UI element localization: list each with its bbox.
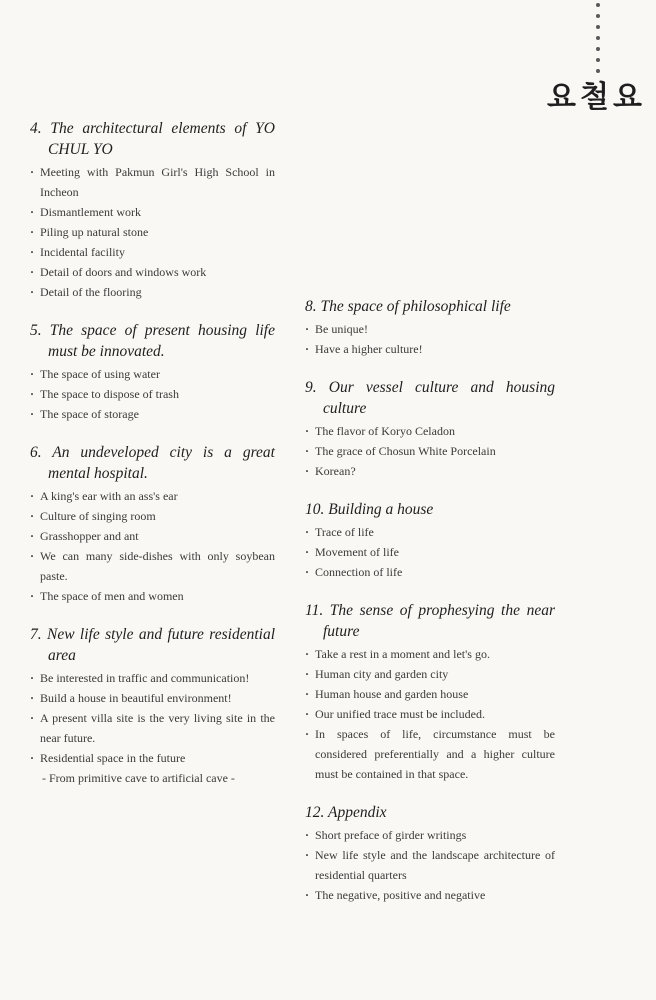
section-5 bbox=[30, 320, 275, 424]
section-heading: 6. An undeveloped city is a great mental hospital. bbox=[30, 444, 275, 482]
item-list bbox=[305, 825, 555, 905]
section-11 bbox=[305, 600, 555, 784]
item-list bbox=[305, 319, 555, 359]
section-heading: 12. Appendix bbox=[305, 804, 387, 821]
list-item: · Build a house in beautiful environment! bbox=[30, 688, 275, 708]
section-heading: 4. The architectural elements of YO CHUL YO bbox=[30, 120, 275, 158]
item-list bbox=[305, 421, 555, 481]
section-6 bbox=[30, 442, 275, 606]
list-item: · Take a rest in a moment and let's go. bbox=[305, 644, 555, 664]
item-list bbox=[30, 668, 275, 788]
item-list bbox=[305, 644, 555, 784]
right-column bbox=[305, 296, 555, 923]
list-item: · Human house and garden house bbox=[305, 684, 555, 704]
list-item: · Human city and garden city bbox=[305, 664, 555, 684]
section-heading: 10. Building a house bbox=[305, 501, 434, 518]
section-8 bbox=[305, 296, 555, 359]
list-item: · The space of using water bbox=[30, 364, 275, 384]
list-item: · The space of storage bbox=[30, 404, 275, 424]
list-item: · The negative, positive and negative bbox=[305, 885, 555, 905]
list-item: · A king's ear with an ass's ear bbox=[30, 486, 275, 506]
list-item: · Connection of life bbox=[305, 562, 555, 582]
list-item: · Culture of singing room bbox=[30, 506, 275, 526]
list-item: · Piling up natural stone bbox=[30, 222, 275, 242]
decorative-dotted-line bbox=[594, 0, 602, 77]
section-10 bbox=[305, 499, 555, 582]
list-item: · Short preface of girder writings bbox=[305, 825, 555, 845]
list-item: · Residential space in the future bbox=[30, 748, 275, 768]
item-list bbox=[30, 364, 275, 424]
list-item: · The flavor of Koryo Celadon bbox=[305, 421, 555, 441]
list-item: · The space to dispose of trash bbox=[30, 384, 275, 404]
list-item: · Grasshopper and ant bbox=[30, 526, 275, 546]
list-item: · Dismantlement work bbox=[30, 202, 275, 222]
list-item: · The grace of Chosun White Porcelain bbox=[305, 441, 555, 461]
page-header-title: 요철요 bbox=[547, 80, 646, 115]
item-list bbox=[30, 486, 275, 606]
list-item: · Our unified trace must be included. bbox=[305, 704, 555, 724]
list-item: · Meeting with Pakmun Girl's High School in Incheon bbox=[30, 162, 275, 202]
item-list bbox=[30, 162, 275, 302]
list-item: · In spaces of life, circumstance must be considered preferentially and a higher culture must be contained in that space. bbox=[305, 724, 555, 784]
list-item: · Be unique! bbox=[305, 319, 555, 339]
list-item: · Have a higher culture! bbox=[305, 339, 555, 359]
list-item: · Detail of doors and windows work bbox=[30, 262, 275, 282]
section-heading: 5. The space of present housing life must be innovated. bbox=[30, 322, 275, 360]
list-item: · Movement of life bbox=[305, 542, 555, 562]
list-item: · Incidental facility bbox=[30, 242, 275, 262]
list-subnote: - From primitive cave to artificial cave - bbox=[42, 771, 235, 785]
section-heading: 7. New life style and future residential area bbox=[30, 626, 275, 664]
section-heading: 11. The sense of prophesying the near future bbox=[305, 602, 555, 640]
section-7 bbox=[30, 624, 275, 788]
list-item: · Korean? bbox=[305, 461, 555, 481]
left-column bbox=[30, 118, 275, 806]
section-4 bbox=[30, 118, 275, 302]
section-12 bbox=[305, 802, 555, 905]
list-item: · The space of men and women bbox=[30, 586, 275, 606]
section-9 bbox=[305, 377, 555, 481]
list-item: · We can many side-dishes with only soybean paste. bbox=[30, 546, 275, 586]
item-list bbox=[305, 522, 555, 582]
list-item: · Be interested in traffic and communication! bbox=[30, 668, 275, 688]
list-item: · Detail of the flooring bbox=[30, 282, 275, 302]
list-item: · Trace of life bbox=[305, 522, 555, 542]
list-item: · A present villa site is the very living site in the near future. bbox=[30, 708, 275, 748]
list-item: · New life style and the landscape architecture of residential quarters bbox=[305, 845, 555, 885]
section-heading: 8. The space of philosophical life bbox=[305, 298, 511, 315]
section-heading: 9. Our vessel culture and housing culture bbox=[305, 379, 555, 417]
